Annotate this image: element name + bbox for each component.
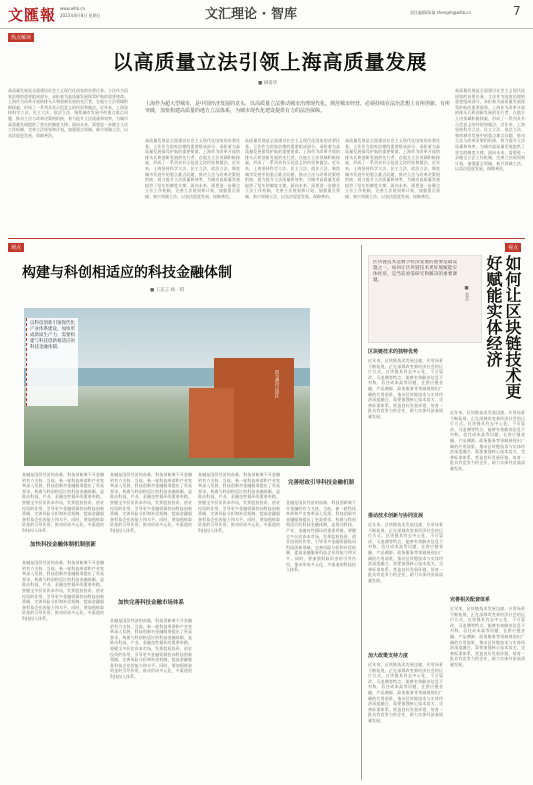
article3-title: 如何让区块链技术更好赋能实体经济 — [484, 255, 522, 399]
article2-subhead-1: 加快科技金融体制机制创新 — [29, 542, 96, 548]
article2-column-2a: 金融是国民经济的血脉，科技创新离不开金融的有力支持。当前，新一轮科技革命和产业变革深入发展，科技创新对金融服务提出了更高要求。构建与科创相适应的科技金融体制，是推动科技、产业、金融良性循环的重要举措。要健全多层次资本市场，发挥股权投资、创业投资的作用，引导更多金融资源投向科技创新领域，完善风险分担和补偿机制，提高金融服务科技企业的能力和水平。同时，要加强财政资金的引导作用，推动形成多元化、多渠道的科技投入体系。 — [110, 472, 192, 533]
article1-byline: ■ 胡爱华 — [258, 81, 278, 86]
section-divider — [8, 238, 525, 239]
article2-column-3: 金融是国民经济的血脉，科技创新离不开金融的有力支持。当前，新一轮科技革命和产业变革深入发展，科技创新对金融服务提出了更高要求。构建与科创相适应的科技金融体制，是推动科技、产业、金融良性循环的重要举措。要健全多层次资本市场，发挥股权投资、创业投资的作用，引导更多金融资源投向科技创新领域，完善风险分担和补偿机制，提高金融服务科技企业的能力和水平。同时，要加强财政资金的引导作用，推动形成多元化、多渠道的科技投入体系。 — [198, 472, 280, 533]
article1-badge: 热点解读 — [8, 33, 34, 42]
article3-subhead-2: 推动技术创新与协同发展 — [368, 513, 424, 519]
article3-byline: ■ 姜卉 — [464, 286, 469, 302]
article3-subhead-1: 区块链技术的独特优势 — [368, 349, 419, 355]
article1-lead: 上海作为超大型城市，是中国经济发展的龙头，以高质量立法推动城市治理现代化、规范城市经营，必须持续在法治思想上有所创新、有所突破，加快构建高质量的地方立法体系，为城市现代化建设提供有力的法治保障。 — [145, 101, 451, 114]
page-header — [0, 0, 533, 29]
editor-contact: 责任编辑/陈瑜 zhengm@whb.cn — [410, 10, 472, 15]
article1-column-5: 高质量发展是全面建设社会主义现代化国家的首要任务。立法作为国家治理的重要组成部分，承担着为高质量发展保驾护航的重要使命。上海作为改革开放的排头兵和创新发展的先行者，在地方立法领域积极探索，形成了一系列具有示范意义的经验和做法。近年来，上海坚持科学立法、民主立法、依法立法，聚焦城市发展中的重点难点问题，推动立法与改革决策相衔接，着力提升立法质量和效率，为城市高质量发展提供了坚实的制度支撑。面向未来，需要进一步健全立法工作机制，完善立法规划和计划，加强重点领域、新兴领域立法，以良法促进发展、保障善治。 — [455, 88, 525, 172]
article3-column-2b: 近年来，区块链技术发展迅速，应用场景不断拓展，正在深刻改变着经济社会的运行方式。区块链具有去中心化、不可篡改、可追溯等特点，能够有效解决信息不对称、信任成本高等问题，在供应链金融、产品溯源、政务服务等领域展现出广阔的应用前景。推动区块链技术与实体经济深度融合，需要加强核心技术攻关，完善标准体系，营造良好发展环境，培育一批具有竞争力的企业，助力实体经济高质量发展。 — [450, 606, 525, 667]
article1-column-3: 高质量发展是全面建设社会主义现代化国家的首要任务。立法作为国家治理的重要组成部分，承担着为高质量发展保驾护航的重要使命。上海作为改革开放的排头兵和创新发展的先行者，在地方立法领域积极探索，形成了一系列具有示范意义的经验和做法。近年来，上海坚持科学立法、民主立法、依法立法，聚焦城市发展中的重点难点问题，推动立法与改革决策相衔接，着力提升立法质量和效率，为城市高质量发展提供了坚实的制度支撑。面向未来，需要进一步健全立法工作机制，完善立法规划和计划，加强重点领域、新兴领域立法，以良法促进发展、保障善治。 — [245, 138, 340, 199]
article3-subhead-3: 加大政策支持力度 — [368, 653, 409, 659]
article3-lead: 区块链技术是数字经济发展的重要基础设施之一，如何让区块链技术更好地赋能实体经济，是当前亟需研究和解决的重要课题。 — [373, 260, 457, 283]
article2-column-4: 金融是国民经济的血脉，科技创新离不开金融的有力支持。当前，新一轮科技革命和产业变革深入发展，科技创新对金融服务提出了更高要求。构建与科创相适应的科技金融体制，是推动科技、产业、金融良性循环的重要举措。要健全多层次资本市场，发挥股权投资、创业投资的作用，引导更多金融资源投向科技创新领域，完善风险分担和补偿机制，提高金融服务科技企业的能力和水平。同时，要加强财政资金的引导作用，推动形成多元化、多渠道的科技投入体系。 — [286, 500, 356, 573]
article2-title: 构建与科创相适应的科技金融体制 — [22, 265, 232, 281]
article1-title: 以高质量立法引领上海高质量发展 — [112, 50, 428, 74]
article3-badge: 视点 — [505, 243, 521, 252]
photo-caption: 图为漕河泾园区 — [275, 370, 280, 398]
issue-date: 2023年8月8日 星期日 — [60, 13, 101, 18]
article3-subhead-4: 完善相关配套体系 — [450, 597, 491, 603]
article2-subhead-2: 加快完善科技金融市场体系 — [117, 600, 184, 606]
column-separator — [361, 245, 362, 780]
page-number: 7 — [513, 4, 521, 18]
article2-badge: 观点 — [8, 243, 24, 252]
photo-building-annex — [189, 388, 234, 458]
article1-column-4: 高质量发展是全面建设社会主义现代化国家的首要任务。立法作为国家治理的重要组成部分，承担着为高质量发展保驾护航的重要使命。上海作为改革开放的排头兵和创新发展的先行者，在地方立法领域积极探索，形成了一系列具有示范意义的经验和做法。近年来，上海坚持科学立法、民主立法、依法立法，聚焦城市发展中的重点难点问题，推动立法与改革决策相衔接，着力提升立法质量和效率，为城市高质量发展提供了坚实的制度支撑。面向未来，需要进一步健全立法工作机制，完善立法规划和计划，加强重点领域、新兴领域立法，以良法促进发展、保障善治。 — [345, 138, 440, 199]
newspaper-logo: 文匯報 — [8, 6, 57, 24]
article1-column-2: 高质量发展是全面建设社会主义现代化国家的首要任务。立法作为国家治理的重要组成部分，承担着为高质量发展保驾护航的重要使命。上海作为改革开放的排头兵和创新发展的先行者，在地方立法领域积极探索，形成了一系列具有示范意义的经验和做法。近年来，上海坚持科学立法、民主立法、依法立法，聚焦城市发展中的重点难点问题，推动立法与改革决策相衔接，着力提升立法质量和效率，为城市高质量发展提供了坚实的制度支撑。面向未来，需要进一步健全立法工作机制，完善立法规划和计划，加强重点领域、新兴领域立法，以良法促进发展、保障善治。 — [145, 138, 240, 199]
article3-column-1c: 近年来，区块链技术发展迅速，应用场景不断拓展，正在深刻改变着经济社会的运行方式。区块链具有去中心化、不可篡改、可追溯等特点，能够有效解决信息不对称、信任成本高等问题，在供应链金融、产品溯源、政务服务等领域展现出广阔的应用前景。推动区块链技术与实体经济深度融合，需要加强核心技术攻关，完善标准体系，营造良好发展环境，培育一批具有竞争力的企业，助力实体经济高质量发展。 — [368, 662, 443, 723]
article3-lead-box — [368, 255, 482, 343]
article2-column-2b: 金融是国民经济的血脉，科技创新离不开金融的有力支持。当前，新一轮科技革命和产业变革深入发展，科技创新对金融服务提出了更高要求。构建与科创相适应的科技金融体制，是推动科技、产业、金融良性循环的重要举措。要健全多层次资本市场，发挥股权投资、创业投资的作用，引导更多金融资源投向科技创新领域，完善风险分担和补偿机制，提高金融服务科技企业的能力和水平。同时，要加强财政资金的引导作用，推动形成多元化、多渠道的科技投入体系。 — [110, 618, 192, 679]
article2-pullquote: 以科技创新引领现代化产业体系建设，加快形成新质生产力，需要构建与科技创新相适应的科技金融体制。 — [26, 318, 78, 406]
article2-column-1b: 金融是国民经济的血脉，科技创新离不开金融的有力支持。当前，新一轮科技革命和产业变革深入发展，科技创新对金融服务提出了更高要求。构建与科创相适应的科技金融体制，是推动科技、产业、金融良性循环的重要举措。要健全多层次资本市场，发挥股权投资、创业投资的作用，引导更多金融资源投向科技创新领域，完善风险分担和补偿机制，提高金融服务科技企业的能力和水平。同时，要加强财政资金的引导作用，推动形成多元化、多渠道的科技投入体系。 — [22, 560, 104, 621]
article2-byline: ■ 王玄言 杨一琪 — [150, 288, 185, 293]
article3-column-1b: 近年来，区块链技术发展迅速，应用场景不断拓展，正在深刻改变着经济社会的运行方式。区块链具有去中心化、不可篡改、可追溯等特点，能够有效解决信息不对称、信任成本高等问题，在供应链金融、产品溯源、政务服务等领域展现出广阔的应用前景。推动区块链技术与实体经济深度融合，需要加强核心技术攻关，完善标准体系，营造良好发展环境，培育一批具有竞争力的企业，助力实体经济高质量发展。 — [368, 522, 443, 583]
article3-column-1a: 近年来，区块链技术发展迅速，应用场景不断拓展，正在深刻改变着经济社会的运行方式。区块链具有去中心化、不可篡改、可追溯等特点，能够有效解决信息不对称、信任成本高等问题，在供应链金融、产品溯源、政务服务等领域展现出广阔的应用前景。推动区块链技术与实体经济深度融合，需要加强核心技术攻关，完善标准体系，营造良好发展环境，培育一批具有竞争力的企业，助力实体经济高质量发展。 — [368, 358, 443, 419]
article2-subhead-3: 完善财政引导科技金融机制 — [287, 480, 354, 486]
article3-column-2a: 近年来，区块链技术发展迅速，应用场景不断拓展，正在深刻改变着经济社会的运行方式。区块链具有去中心化、不可篡改、可追溯等特点，能够有效解决信息不对称、信任成本高等问题，在供应链金融、产品溯源、政务服务等领域展现出广阔的应用前景。推动区块链技术与实体经济深度融合，需要加强核心技术攻关，完善标准体系，营造良好发展环境，培育一批具有竞争力的企业，助力实体经济高质量发展。 — [450, 410, 525, 471]
article1-column-1: 高质量发展是全面建设社会主义现代化国家的首要任务。立法作为国家治理的重要组成部分，承担着为高质量发展保驾护航的重要使命。上海作为改革开放的排头兵和创新发展的先行者，在地方立法领域积极探索，形成了一系列具有示范意义的经验和做法。近年来，上海坚持科学立法、民主立法、依法立法，聚焦城市发展中的重点难点问题，推动立法与改革决策相衔接，着力提升立法质量和效率，为城市高质量发展提供了坚实的制度支撑。面向未来，需要进一步健全立法工作机制，完善立法规划和计划，加强重点领域、新兴领域立法，以良法促进发展、保障善治。 — [8, 88, 128, 138]
article2-column-1a: 金融是国民经济的血脉，科技创新离不开金融的有力支持。当前，新一轮科技革命和产业变革深入发展，科技创新对金融服务提出了更高要求。构建与科创相适应的科技金融体制，是推动科技、产业、金融良性循环的重要举措。要健全多层次资本市场，发挥股权投资、创业投资的作用，引导更多金融资源投向科技创新领域，完善风险分担和补偿机制，提高金融服务科技企业的能力和水平。同时，要加强财政资金的引导作用，推动形成多元化、多渠道的科技投入体系。 — [22, 472, 104, 532]
section-title: 文汇理论 · 智库 — [205, 7, 297, 22]
site-url: www.whb.cn — [60, 6, 86, 11]
